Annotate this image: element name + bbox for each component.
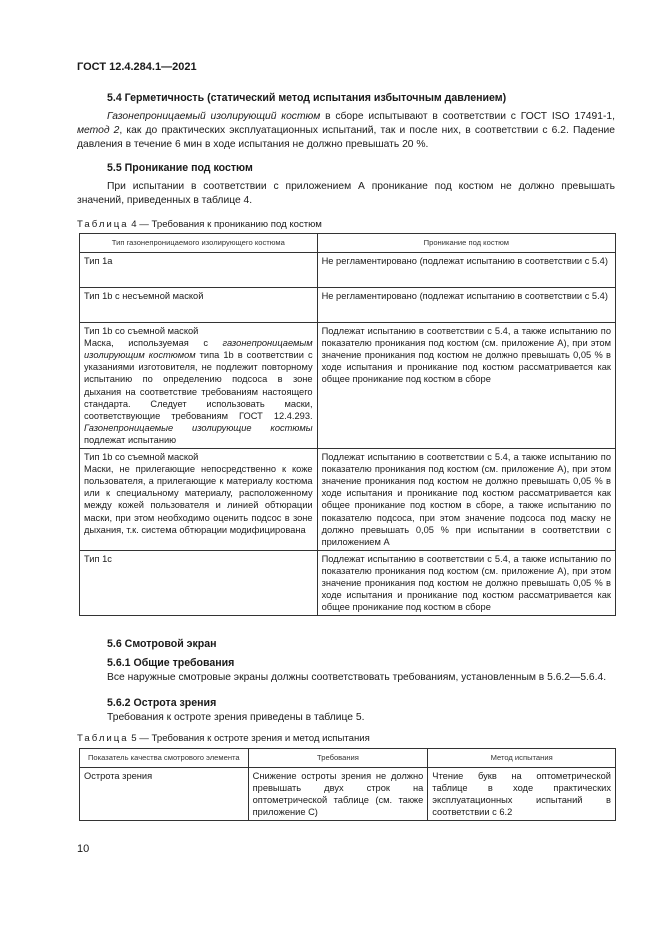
- cell-body: Маски, не прилегающие непосредственно к коже пользователя, а прилегающие к материалу костюма или к специальному материалу, расположенному между кожей пользователя и линией обтюрации маски, при этом необходимо оценить подсос в зоне дыхания, т.к. система обтюрации модифицирована: [84, 464, 313, 535]
- text-span: подлежат испытанию: [84, 434, 177, 445]
- cell-title: Тип 1b со съемной маской: [84, 326, 199, 337]
- table-row: [80, 288, 616, 323]
- section-5-4-heading: 5.4 Герметичность (статический метод испытания избыточным давлением): [107, 92, 507, 104]
- section-5-4-paragraph: [77, 110, 615, 153]
- table-cell: Тип 1с: [80, 550, 318, 615]
- table-5: [79, 748, 616, 821]
- caption-text: 5 — Требования к остроте зрения и метод испытания: [128, 733, 370, 744]
- table-4: [79, 233, 616, 616]
- section-5-5-heading: 5.5 Проникание под костюм: [107, 162, 253, 174]
- table-5-caption: [77, 733, 370, 744]
- table-cell: [80, 449, 318, 551]
- italic-term: метод 2: [77, 125, 120, 137]
- caption-label: Таблица: [77, 733, 129, 744]
- cell-title: Тип 1b со съемной маской: [84, 452, 199, 463]
- page-number: 10: [77, 843, 90, 855]
- table-cell: Снижение остроты зрения не должно превышать двух строк на оптометрической таблице (см. также приложение С): [248, 768, 428, 821]
- table-cell: Подлежат испытанию в соответствии с 5.4, а также испытанию по показателю проникания под костюм (см. приложение А), при этом значение проникания под костюм не должно превышать 0,05 % в ходе испытания и проникание под костюм рассматривается как общее проникание под костюм в сборе: [317, 323, 615, 449]
- table-cell: Острота зрения: [80, 768, 249, 821]
- table-row: [80, 550, 616, 615]
- section-5-6-heading: 5.6 Смотровой экран: [107, 638, 217, 650]
- table-row: [80, 749, 616, 768]
- table-header-cell: Тип газонепроницаемого изолирующего костюма: [80, 234, 318, 253]
- table-cell: Тип 1а: [80, 253, 318, 288]
- table-cell: Тип 1b с несъемной маской: [80, 288, 318, 323]
- section-5-6-2-paragraph: Требования к остроте зрения приведены в таблице 5.: [107, 712, 365, 723]
- table-header-cell: Требования: [248, 749, 428, 768]
- table-row: [80, 323, 616, 449]
- text-span: в сборе испытывают в соответствии с ГОСТ ISO 17491-1,: [320, 111, 615, 122]
- text-span: Маска, используемая с: [84, 338, 223, 349]
- italic-term: Газонепроницаемые изолирующие костюмы: [84, 422, 313, 433]
- table-cell: Подлежат испытанию в соответствии с 5.4, а также испытанию по показателю проникания под костюм (см. приложение А), при этом значение проникания под костюм не должно превышать 0,05 % в ходе испытания и проникание под костюм рассматривается как общее проникание под костюм в сборе, а также испытанию по показателю подсоса, при этом значение подсоса под маску не должно превышать 0,05 % при испытании в соответствии с приложением А: [317, 449, 615, 551]
- text-span: типа 1b в соответствии с указаниями изготовителя, не подлежит повторному испытанию по определению подсоса в зоне дыхания на соответствие требованиям настоящего стандарта. Следует использовать маски, соответствующие требованиям ГОСТ 12.4.293.: [84, 350, 313, 421]
- table-header-cell: Проникание под костюм: [317, 234, 615, 253]
- table-row: [80, 449, 616, 551]
- section-5-6-1-heading: 5.6.1 Общие требования: [107, 657, 235, 669]
- table-cell: Чтение букв на оптометрической таблице в ходе практических эксплуатационных испытаний в соответствии с 6.2: [428, 768, 616, 821]
- table-row: [80, 253, 616, 288]
- table-cell: [80, 323, 318, 449]
- document-code-header: ГОСТ 12.4.284.1—2021: [77, 61, 197, 73]
- text-span: , как до практических эксплуатационных испытаний, так и после них, в соответствии с 6.2. Падение давления в течение 6 мин в ходе испытания не должно превышать 20 %.: [77, 125, 615, 151]
- italic-term: Газонепроницаемый изолирующий костюм: [107, 111, 321, 122]
- caption-label: Таблица: [77, 219, 129, 230]
- table-header-cell: Метод испытания: [428, 749, 616, 768]
- table-row: [80, 234, 616, 253]
- table-header-cell: Показатель качества смотрового элемента: [80, 749, 249, 768]
- italic-term: газонепроницаемым изолирующим костюмом: [84, 338, 313, 361]
- table-row: [80, 768, 616, 821]
- table-cell: Не регламентировано (подлежат испытанию в соответствии с 5.4): [317, 288, 615, 323]
- cell-body: [84, 337, 313, 446]
- section-5-6-2-heading: 5.6.2 Острота зрения: [107, 697, 217, 709]
- table-cell: Не регламентировано (подлежат испытанию в соответствии с 5.4): [317, 253, 615, 288]
- caption-text: 4 — Требования к прониканию под костюм: [128, 219, 322, 230]
- table-4-caption: [77, 219, 322, 230]
- section-5-5-paragraph: При испытании в соответствии с приложением А проникание под костюм не должно превышать значений, приведенных в таблице 4.: [77, 181, 615, 207]
- table-cell: Подлежат испытанию в соответствии с 5.4, а также испытанию по показателю проникания под костюм (см. приложение А), при этом значение проникания под костюм не должно превышать 0,05 % в ходе испытания и проникание под костюм рассматривается как общее проникание под костюм в сборе: [317, 550, 615, 615]
- section-5-6-1-paragraph: Все наружные смотровые экраны должны соответствовать требованиям, установленным в 5.6.2—5.6.4.: [107, 672, 607, 683]
